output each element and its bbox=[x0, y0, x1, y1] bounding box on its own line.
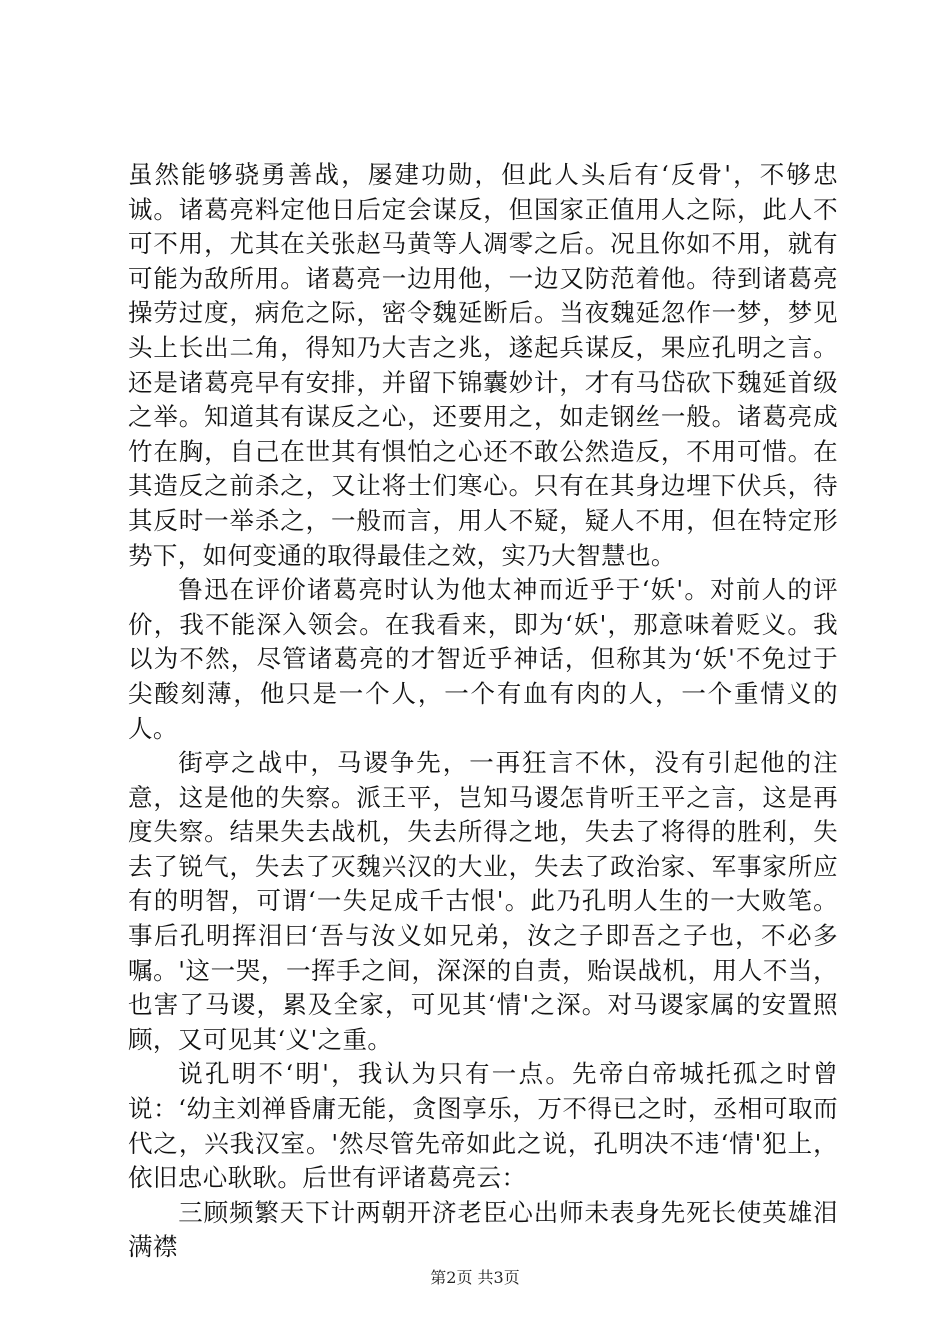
paragraph-3: 街亭之战中，马谡争先，一再狂言不休，没有引起他的注意，这是他的失察。派王平，岂知马谡怎肯听王平之言，这是再度失察。结果失去战机，失去所得之地，失去了将得的胜利，失去了锐气，失去了灭魏兴汉的大业，失去了政治家、军事家所应有的明智，可谓‘一失足成千古恨'。此乃孔明人生的一大败笔。事后孔明挥泪曰‘吾与汝义如兄弟，汝之子即吾之子也，不必多嘱。'这一哭，一挥手之间，深深的自责，贻误战机，用人不当，也害了马谡，累及全家，可见其‘情'之深。对马谡家属的安置照顾，又可见其‘义'之重。 bbox=[128, 748, 838, 1054]
page-number-label: 第2页 共3页 bbox=[430, 1268, 520, 1287]
paragraph-4: 说孔明不‘明'，我认为只有一点。先帝白帝城托孤之时曾说：‘幼主刘禅昏庸无能，贪图享乐，万不得已之时，丞相可取而代之，兴我汉室。'然尽管先帝如此之说，孔明决不违‘情'犯上，依旧忠心耿耿。后世有评诸葛亮云： bbox=[128, 1059, 838, 1193]
page-footer bbox=[0, 1268, 950, 1288]
document-body bbox=[128, 158, 838, 1265]
paragraph-5-poem: 三顾频繁天下计两朝开济老臣心出师未表身先死长使英雄泪满襟 bbox=[128, 1197, 838, 1262]
paragraph-2: 鲁迅在评价诸葛亮时认为他太神而近乎于‘妖'。对前人的评价，我不能深入领会。在我看来，即为‘妖'，那意味着贬义。我以为不然，尽管诸葛亮的才智近乎神话，但称其为‘妖'不免过于尖酸刻薄，他只是一个人，一个有血有肉的人，一个重情义的人。 bbox=[128, 575, 838, 743]
paragraph-1: 虽然能够骁勇善战，屡建功勋，但此人头后有‘反骨'，不够忠诚。诸葛亮料定他日后定会谋反，但国家正值用人之际，此人不可不用，尤其在关张赵马黄等人凋零之后。况且你如不用，就有可能为敌所用。诸葛亮一边用他，一边又防范着他。待到诸葛亮操劳过度，病危之际，密令魏延断后。当夜魏延忽作一梦，梦见头上长出二角，得知乃大吉之兆，遂起兵谋反，果应孔明之言。还是诸葛亮早有安排，并留下锦囊妙计，才有马岱砍下魏延首级之举。知道其有谋反之心，还要用之，如走钢丝一般。诸葛亮成竹在胸，自己在世其有惧怕之心还不敢公然造反，不用可惜。在其造反之前杀之，又让将士们寒心。只有在其身边埋下伏兵，待其反时一举杀之，一般而言，用人不疑，疑人不用，但在特定形势下，如何变通的取得最佳之效，实乃大智慧也。 bbox=[128, 160, 838, 570]
